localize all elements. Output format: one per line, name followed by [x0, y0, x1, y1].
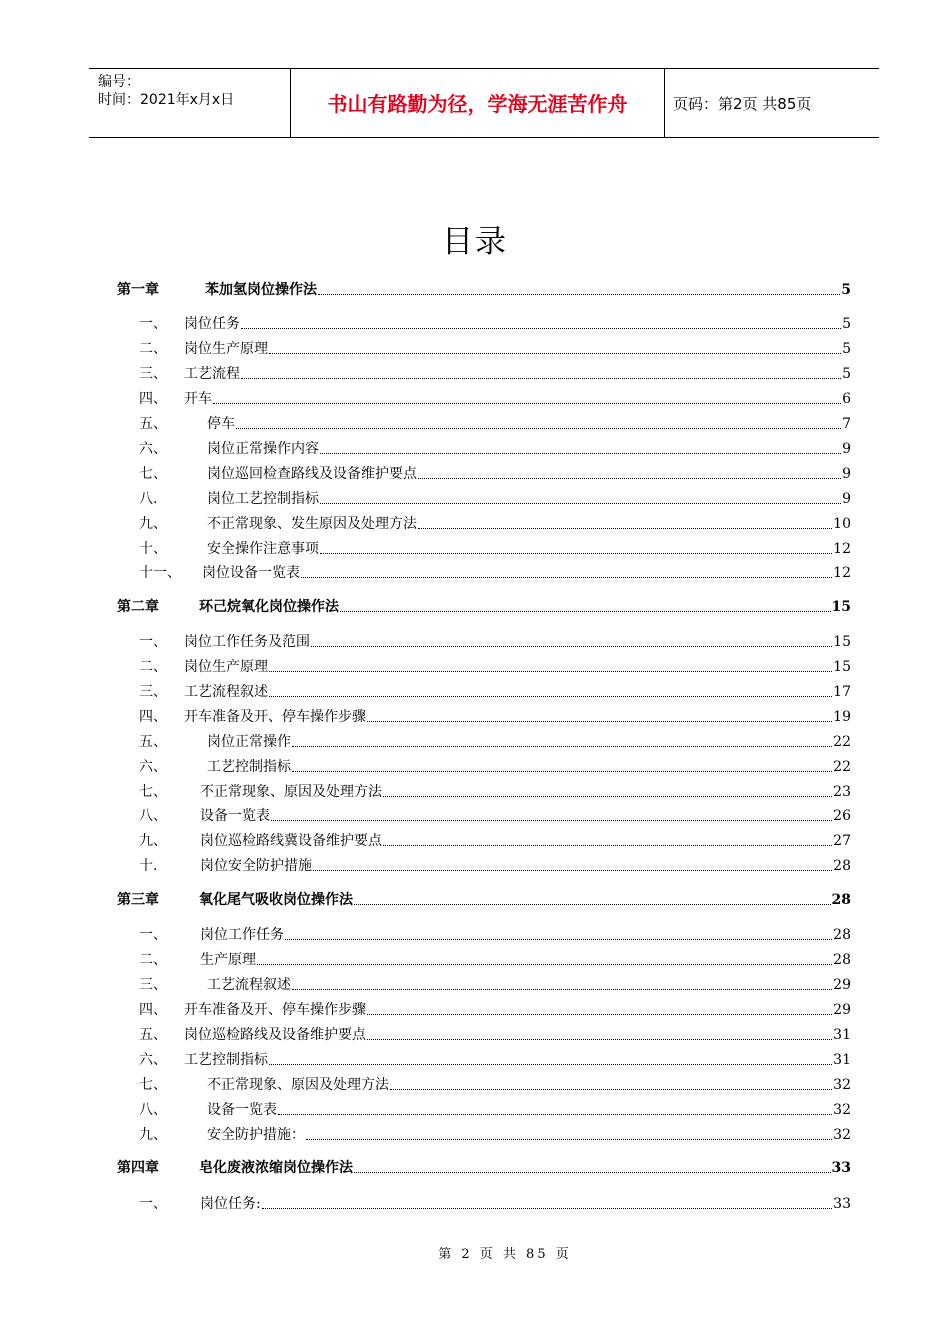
toc-dot-leader: [418, 477, 841, 479]
toc-dot-leader: [236, 427, 841, 429]
toc-item-row: [139, 1125, 851, 1145]
toc-entry-number: 四、: [139, 1002, 167, 1018]
toc-entry: [200, 950, 851, 970]
toc-entry: [207, 414, 851, 434]
toc-entry: [200, 806, 851, 826]
toc-entry-number: 五、: [139, 416, 167, 432]
toc-entry-title: 不正常现象、原因及处理方法: [200, 784, 382, 800]
toc-page-number: 7: [842, 416, 851, 432]
toc-dot-leader: [383, 844, 832, 846]
toc-entry: [207, 975, 851, 995]
toc-entry-title: 设备一览表: [207, 1102, 277, 1118]
toc-entry-number: 第二章: [117, 599, 159, 615]
toc-entry: [207, 1100, 851, 1120]
toc-dot-leader: [292, 745, 832, 747]
toc-page-number: 27: [833, 833, 851, 849]
toc-dot-leader: [257, 963, 832, 965]
toc-chapter-row: [117, 280, 851, 300]
toc-entry-number: 十.: [139, 858, 158, 874]
toc-page-number: 28: [833, 858, 851, 874]
toc-page-number: 17: [833, 684, 851, 700]
toc-entry: [207, 489, 851, 509]
toc-entry-number: 九、: [139, 1127, 167, 1143]
header-page-code: 页码：第2页 共85页: [673, 95, 812, 113]
toc-entry-number: 三、: [139, 366, 167, 382]
toc-dot-leader: [278, 1113, 832, 1115]
toc-page-number: 10: [833, 516, 851, 532]
toc-page-number: 12: [833, 541, 851, 557]
toc-entry: [207, 539, 851, 559]
toc-entry: [207, 1125, 851, 1145]
toc-entry: [200, 925, 851, 945]
toc-dot-leader: [367, 1038, 832, 1040]
toc-entry-number: 第三章: [117, 892, 159, 908]
toc-dot-leader: [311, 645, 832, 647]
toc-entry-title: 岗位安全防护措施: [200, 858, 312, 874]
toc-entry-title: 环己烷氧化岗位操作法: [199, 599, 339, 615]
toc-entry-title: 岗位巡回检查路线及设备维护要点: [207, 466, 417, 482]
toc-entry: [184, 364, 851, 384]
toc-dot-leader: [318, 293, 840, 295]
toc-entry-title: 岗位工作任务: [200, 927, 284, 943]
toc-dot-leader: [213, 402, 841, 404]
toc-page-number: 28: [831, 892, 851, 908]
toc-page-number: 15: [833, 634, 851, 650]
toc-page-number: 6: [842, 391, 851, 407]
toc-entry-title: 生产原理: [200, 952, 256, 968]
toc-entry: [184, 339, 851, 359]
toc-entry-title: 停车: [207, 416, 235, 432]
toc-item-row: [139, 514, 851, 534]
toc-dot-leader: [269, 670, 832, 672]
toc-page-number: 9: [842, 491, 851, 507]
toc-entry-title: 不正常现象、发生原因及处理方法: [207, 516, 417, 532]
toc-entry: [207, 732, 851, 752]
toc-item-row: [139, 1000, 851, 1020]
toc-item-row: [139, 682, 851, 702]
toc-dot-leader: [292, 988, 832, 990]
toc-dot-leader: [354, 903, 831, 905]
toc-entry-number: 二、: [139, 952, 167, 968]
toc-entry: [205, 280, 851, 300]
toc-entry-number: 八.: [139, 491, 158, 507]
toc-entry: [184, 1000, 851, 1020]
toc-entry-number: 六、: [139, 441, 167, 457]
toc-entry-number: 第一章: [117, 282, 159, 298]
toc-item-row: [139, 489, 851, 509]
toc-page-number: 23: [833, 784, 851, 800]
toc-chapter-row: [117, 1158, 851, 1178]
toc-entry-title: 工艺控制指标: [184, 1052, 268, 1068]
toc-title: 目录: [442, 224, 508, 260]
toc-item-row: [139, 439, 851, 459]
toc-entry-number: 五、: [139, 1027, 167, 1043]
toc-page-number: 9: [842, 441, 851, 457]
toc-page-number: 12: [833, 565, 851, 581]
toc-item-row: [139, 975, 851, 995]
toc-entry-number: 十一、: [139, 565, 181, 581]
toc-dot-leader: [301, 576, 832, 578]
toc-entry-title: 氧化尾气吸收岗位操作法: [199, 892, 353, 908]
toc-entry-title: 岗位工作任务及范围: [184, 634, 310, 650]
document-date: 时间：2021年x月x日: [98, 92, 235, 108]
toc-entry-title: 岗位任务: [184, 316, 240, 332]
toc-item-row: [139, 389, 851, 409]
toc-item-row: [139, 757, 851, 777]
toc-item-row: [139, 1075, 851, 1095]
toc-entry-title: 岗位正常操作内容: [207, 441, 319, 457]
toc-page-number: 32: [833, 1077, 851, 1093]
toc-dot-leader: [262, 1207, 832, 1209]
toc-entry: [207, 464, 851, 484]
toc-entry-number: 八、: [139, 808, 167, 824]
toc-dot-leader: [418, 527, 832, 529]
toc-page-number: 22: [833, 734, 851, 750]
toc-dot-leader: [354, 1171, 831, 1173]
toc-entry-number: 三、: [139, 684, 167, 700]
toc-entry: [207, 757, 851, 777]
toc-entry-title: 岗位生产原理: [184, 341, 268, 357]
toc-entry-number: 八、: [139, 1102, 167, 1118]
toc-entry-number: 七、: [139, 1077, 167, 1093]
toc-item-row: [139, 339, 851, 359]
toc-entry-number: 二、: [139, 659, 167, 675]
toc-item-row: [139, 364, 851, 384]
toc-entry: [184, 632, 851, 652]
toc-entry-title: 不正常现象、原因及处理方法: [207, 1077, 389, 1093]
toc-entry-number: 三、: [139, 977, 167, 993]
toc-item-row: [139, 950, 851, 970]
toc-entry-title: 工艺流程叙述: [184, 684, 268, 700]
toc-entry-title: 岗位巡检路线及设备维护要点: [184, 1027, 366, 1043]
toc-page-number: 15: [831, 599, 851, 615]
toc-page-number: 5: [842, 316, 851, 332]
toc-dot-leader: [306, 1138, 832, 1140]
toc-item-row: [139, 657, 851, 677]
toc-entry-title: 开车: [184, 391, 212, 407]
toc-dot-leader: [241, 327, 841, 329]
toc-item-row: [139, 563, 851, 583]
toc-entry-number: 四、: [139, 709, 167, 725]
toc-dot-leader: [320, 502, 841, 504]
toc-entry-title: 开车准备及开、停车操作步骤: [184, 1002, 366, 1018]
toc-page-number: 29: [833, 977, 851, 993]
toc-entry: [207, 439, 851, 459]
toc-dot-leader: [367, 720, 832, 722]
toc-entry-number: 五、: [139, 734, 167, 750]
toc-entry-title: 安全防护措施：: [207, 1127, 305, 1143]
toc-dot-leader: [271, 819, 832, 821]
toc-entry-number: 一、: [139, 316, 167, 332]
toc-item-row: [139, 632, 851, 652]
toc-page-number: 33: [833, 1196, 851, 1212]
toc-dot-leader: [320, 552, 832, 554]
toc-item-row: [139, 1194, 851, 1214]
toc-entry-title: 岗位设备一览表: [202, 565, 300, 581]
toc-dot-leader: [313, 869, 832, 871]
toc-page-number: 29: [833, 1002, 851, 1018]
toc-dot-leader: [269, 695, 832, 697]
toc-item-row: [139, 539, 851, 559]
toc-entry-title: 皂化废液浓缩岗位操作法: [199, 1160, 353, 1176]
toc-item-row: [139, 1050, 851, 1070]
toc-entry-number: 六、: [139, 759, 167, 775]
toc-item-row: [139, 1100, 851, 1120]
toc-page-number: 26: [833, 808, 851, 824]
toc-entry-number: 七、: [139, 784, 167, 800]
page-footer: 第 2 页 共 85 页: [438, 1247, 572, 1262]
toc-entry-number: 四、: [139, 391, 167, 407]
toc-entry-number: 九、: [139, 833, 167, 849]
toc-page-number: 22: [833, 759, 851, 775]
toc-dot-leader: [390, 1088, 832, 1090]
toc-entry-title: 岗位生产原理: [184, 659, 268, 675]
toc-item-row: [139, 314, 851, 334]
toc-entry: [184, 657, 851, 677]
toc-entry: [199, 890, 851, 910]
toc-page-number: 5: [842, 341, 851, 357]
toc-entry-title: 岗位巡检路线冀设备维护要点: [200, 833, 382, 849]
toc-entry: [207, 1075, 851, 1095]
toc-entry-title: 设备一览表: [200, 808, 270, 824]
toc-entry: [207, 514, 851, 534]
toc-item-row: [139, 732, 851, 752]
toc-item-row: [139, 464, 851, 484]
toc-page-number: 9: [842, 466, 851, 482]
toc-page-number: 28: [833, 927, 851, 943]
toc-entry-title: 安全操作注意事项: [207, 541, 319, 557]
toc-item-row: [139, 707, 851, 727]
toc-entry-number: 一、: [139, 927, 167, 943]
toc-entry: [200, 1194, 851, 1214]
toc-entry-number: 九、: [139, 516, 167, 532]
toc-entry-number: 十、: [139, 541, 167, 557]
toc-entry-title: 开车准备及开、停车操作步骤: [184, 709, 366, 725]
toc-entry-title: 工艺流程: [184, 366, 240, 382]
toc-page-number: 31: [833, 1027, 851, 1043]
toc-entry: [184, 682, 851, 702]
toc-dot-leader: [285, 938, 832, 940]
toc-entry-number: 一、: [139, 1196, 167, 1212]
toc-entry: [202, 563, 851, 583]
toc-entry-title: 岗位任务:: [200, 1196, 261, 1212]
toc-entry: [184, 707, 851, 727]
toc-entry-number: 一、: [139, 634, 167, 650]
toc-dot-leader: [340, 610, 831, 612]
toc-entry: [184, 314, 851, 334]
toc-item-row: [139, 782, 851, 802]
toc-entry: [199, 1158, 851, 1178]
toc-entry-number: 六、: [139, 1052, 167, 1068]
toc-page-number: 31: [833, 1052, 851, 1068]
toc-entry: [200, 856, 851, 876]
document-number-label: 编号：: [98, 74, 140, 90]
toc-entry: [200, 782, 851, 802]
toc-entry-title: 工艺流程叙述: [207, 977, 291, 993]
header-motto: 书山有路勤为径，学海无涯苦作舟: [327, 92, 628, 116]
toc-item-row: [139, 806, 851, 826]
toc-page-number: 5: [841, 282, 851, 298]
toc-entry: [199, 597, 851, 617]
toc-dot-leader: [292, 770, 832, 772]
toc-dot-leader: [269, 1063, 832, 1065]
toc-entry-number: 二、: [139, 341, 167, 357]
toc-entry: [184, 389, 851, 409]
toc-page-number: 5: [842, 366, 851, 382]
toc-entry: [184, 1050, 851, 1070]
toc-entry-number: 七、: [139, 466, 167, 482]
toc-item-row: [139, 1025, 851, 1045]
toc-page-number: 28: [833, 952, 851, 968]
toc-entry: [184, 1025, 851, 1045]
toc-item-row: [139, 856, 851, 876]
toc-entry-title: 岗位正常操作: [207, 734, 291, 750]
toc-item-row: [139, 414, 851, 434]
toc-dot-leader: [383, 795, 832, 797]
toc-dot-leader: [320, 452, 841, 454]
toc-entry-title: 工艺控制指标: [207, 759, 291, 775]
toc-page-number: 32: [833, 1102, 851, 1118]
toc-page-number: 32: [833, 1127, 851, 1143]
toc-entry-title: 岗位工艺控制指标: [207, 491, 319, 507]
toc-chapter-row: [117, 597, 851, 617]
toc-entry-title: 苯加氢岗位操作法: [205, 282, 317, 298]
toc-page-number: 15: [833, 659, 851, 675]
toc-entry-number: 第四章: [117, 1160, 159, 1176]
toc-dot-leader: [241, 377, 841, 379]
toc-page-number: 33: [831, 1160, 851, 1176]
toc-dot-leader: [269, 352, 841, 354]
toc-entry: [200, 831, 851, 851]
toc-dot-leader: [367, 1013, 832, 1015]
toc-item-row: [139, 831, 851, 851]
toc-chapter-row: [117, 890, 851, 910]
toc-page-number: 19: [833, 709, 851, 725]
toc-item-row: [139, 925, 851, 945]
